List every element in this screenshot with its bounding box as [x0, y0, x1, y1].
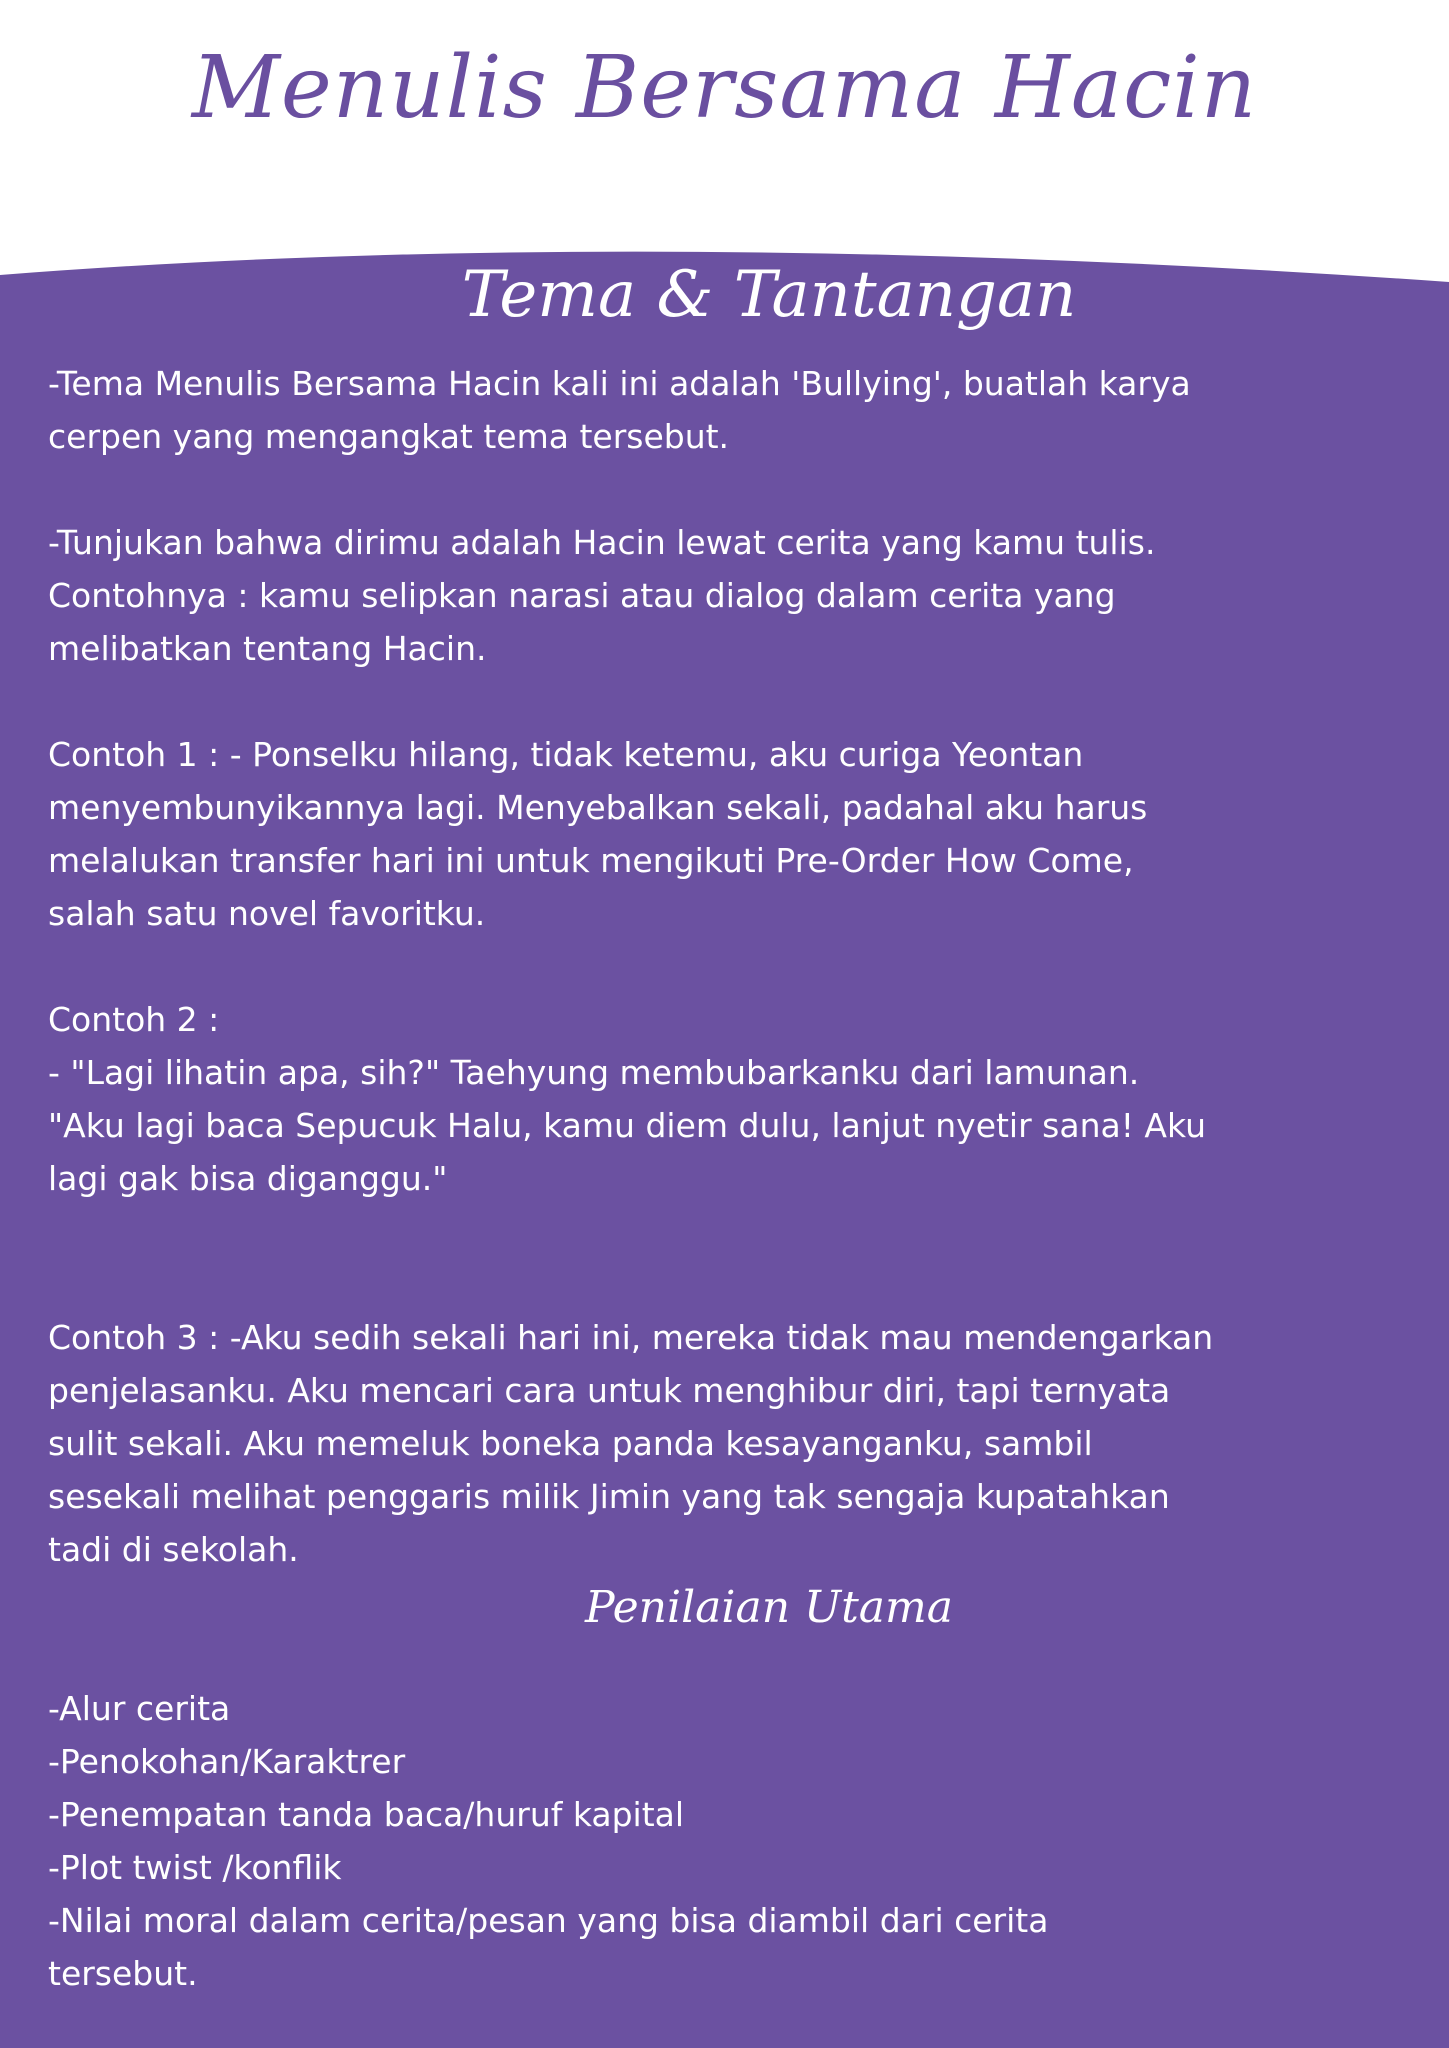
list-item: -Penokohan/Karaktrer — [48, 1742, 406, 1781]
paragraph-contoh-3 — [48, 1311, 1408, 1576]
paragraph-contoh-2 — [48, 993, 1408, 1205]
list-item: tersebut. — [48, 1954, 198, 1993]
text-line: -Tunjukan bahwa dirimu adalah Hacin lewat cerita yang kamu tulis. — [48, 523, 1156, 562]
text-line: tadi di sekolah. — [48, 1530, 299, 1569]
text-line: Contoh 2 : — [48, 1000, 220, 1039]
section-heading-tema: Tema & Tantangan — [461, 258, 1077, 332]
paragraph-tantangan — [48, 516, 1408, 675]
list-item: -Plot twist /konflik — [48, 1848, 342, 1887]
list-item: -Nilai moral dalam cerita/pesan yang bisa diambil dari cerita — [48, 1901, 1049, 1940]
text-line: - "Lagi lihatin apa, sih?" Taehyung membubarkanku dari lamunan. — [48, 1053, 1140, 1092]
list-item: -Penempatan tanda baca/huruf kapital — [48, 1795, 685, 1834]
page-title: Menulis Bersama Hacin — [191, 38, 1258, 138]
text-line: cerpen yang mengangkat tema tersebut. — [48, 417, 730, 456]
text-line: melalukan transfer hari ini untuk mengikuti Pre-Order How Come, — [48, 841, 1134, 880]
paragraph-tema — [48, 357, 1408, 463]
paragraph-contoh-1 — [48, 728, 1408, 940]
text-line: melibatkan tentang Hacin. — [48, 629, 487, 668]
text-line: -Tema Menulis Bersama Hacin kali ini adalah 'Bullying', buatlah karya — [48, 364, 1191, 403]
text-line: sulit sekali. Aku memeluk boneka panda kesayanganku, sambil — [48, 1424, 1093, 1463]
text-line: penjelasanku. Aku mencari cara untuk menghibur diri, tapi ternyata — [48, 1371, 1171, 1410]
text-line: Contoh 1 : - Ponselku hilang, tidak ketemu, aku curiga Yeontan — [48, 735, 1084, 774]
text-line: sesekali melihat penggaris milik Jimin yang tak sengaja kupatahkan — [48, 1477, 1170, 1516]
text-line: Contohnya : kamu selipkan narasi atau dialog dalam cerita yang — [48, 576, 1116, 615]
text-line: salah satu novel favoritku. — [48, 894, 486, 933]
list-item: -Alur cerita — [48, 1689, 231, 1728]
section-heading-penilaian: Penilaian Utama — [585, 1582, 953, 1633]
text-line: lagi gak bisa diganggu." — [48, 1159, 448, 1198]
text-line: Contoh 3 : -Aku sedih sekali hari ini, mereka tidak mau mendengarkan — [48, 1318, 1214, 1357]
text-line: "Aku lagi baca Sepucuk Halu, kamu diem dulu, lanjut nyetir sana! Aku — [48, 1106, 1207, 1145]
penilaian-list — [48, 1682, 1408, 2000]
text-line: menyembunyikannya lagi. Menyebalkan sekali, padahal aku harus — [48, 788, 1148, 827]
